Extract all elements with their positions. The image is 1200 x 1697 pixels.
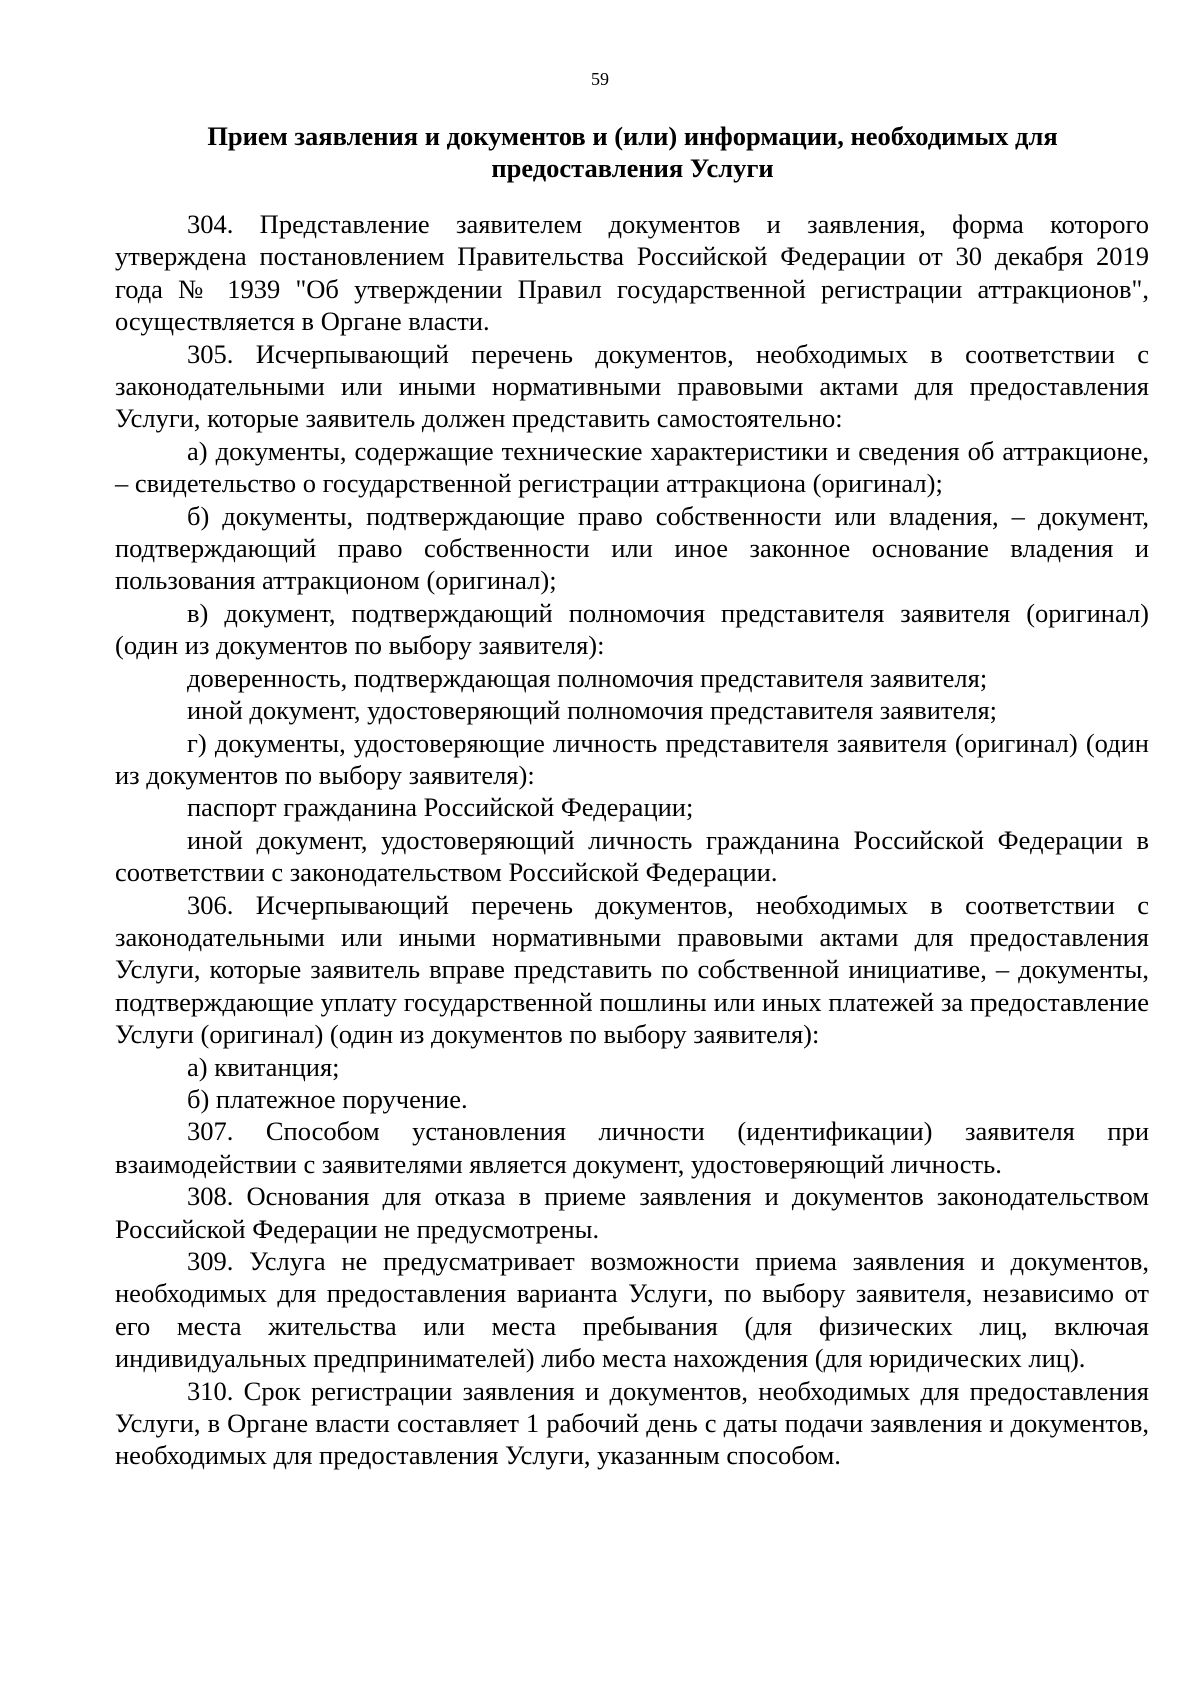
section-heading xyxy=(115,120,1150,184)
list-item-305-g: г) документы, удостоверяющие личность представителя заявителя (оригинал) (один из документов по выбору заявителя): xyxy=(115,727,1149,790)
list-subitem-other-identity-document: иной документ, удостоверяющий личность гражданина Российской Федерации в соответствии с законодательством Российской Федерации. xyxy=(115,824,1149,888)
document-body xyxy=(115,208,1149,1472)
list-item-305-a: а) документы, содержащие технические характеристики и сведения об аттракционе, – свидетельство о государственной регистрации аттракциона (оригинал); xyxy=(115,435,1149,499)
paragraph-308: 308. Основания для отказа в приеме заявления и документов законодательством Российской Федерации не предусмотрены. xyxy=(115,1181,1149,1244)
list-item-305-b: б) документы, подтверждающие право собственности или владения, – документ, подтверждающий право собственности или иное законное основание владения и пользования аттракционом (оригинал); xyxy=(115,500,1149,596)
list-subitem-other-authority-document: иной документ, удостоверяющий полномочия представителя заявителя; xyxy=(187,695,998,726)
paragraph-307: 307. Способом установления личности (идентификации) заявителя при взаимодействии с заявителями является документ, удостоверяющий личность. xyxy=(115,1116,1149,1179)
section-heading-line-1: Прием заявления и документов и (или) информации, необходимых для xyxy=(207,121,1058,151)
paragraph-310: 310. Срок регистрации заявления и документов, необходимых для предоставления Услуги, в Органе власти составляет 1 рабочий день с даты подачи заявления и документов, необходимых для предоставления Услуги, указанным способом. xyxy=(115,1375,1149,1471)
list-item-305-v: в) документ, подтверждающий полномочия представителя заявителя (оригинал) (один из документов по выбору заявителя): xyxy=(115,597,1149,661)
list-item-306-b: б) платежное поручение. xyxy=(187,1083,468,1114)
paragraph-306: 306. Исчерпывающий перечень документов, необходимых в соответствии с законодательными или иными нормативными правовыми актами для предоставления Услуги, которые заявитель вправе представить по собственной инициативе, – документы, подтверждающие уплату государственной пошлины или иных платежей за предоставление Услуги (оригинал) (один из документов по выбору заявителя): xyxy=(115,889,1149,1050)
paragraph-309: 309. Услуга не предусматривает возможности приема заявления и документов, необходимых для предоставления варианта Услуги, по выбору заявителя, независимо от его места жительства или места пребывания (для физических лиц, включая индивидуальных предпринимателей) либо места нахождения (для юридических лиц). xyxy=(115,1246,1149,1374)
paragraph-305: 305. Исчерпывающий перечень документов, необходимых в соответствии с законодательными или иными нормативными правовыми актами для предоставления Услуги, которые заявитель должен представить самостоятельно: xyxy=(115,338,1149,434)
list-subitem-passport: паспорт гражданина Российской Федерации; xyxy=(187,792,694,823)
page-number: 59 xyxy=(591,69,609,89)
section-heading-line-2: предоставления Услуги xyxy=(491,153,774,183)
list-subitem-power-of-attorney: доверенность, подтверждающая полномочия представителя заявителя; xyxy=(187,662,988,693)
paragraph-304: 304. Представление заявителем документов и заявления, форма которого утверждена постановлением Правительства Российской Федерации от 30 декабря 2019 года № 1939 "Об утверждении Правил государственной регистрации аттракционов", осуществляется в Органе власти. xyxy=(115,209,1149,337)
list-item-306-a: а) квитанция; xyxy=(187,1051,340,1082)
